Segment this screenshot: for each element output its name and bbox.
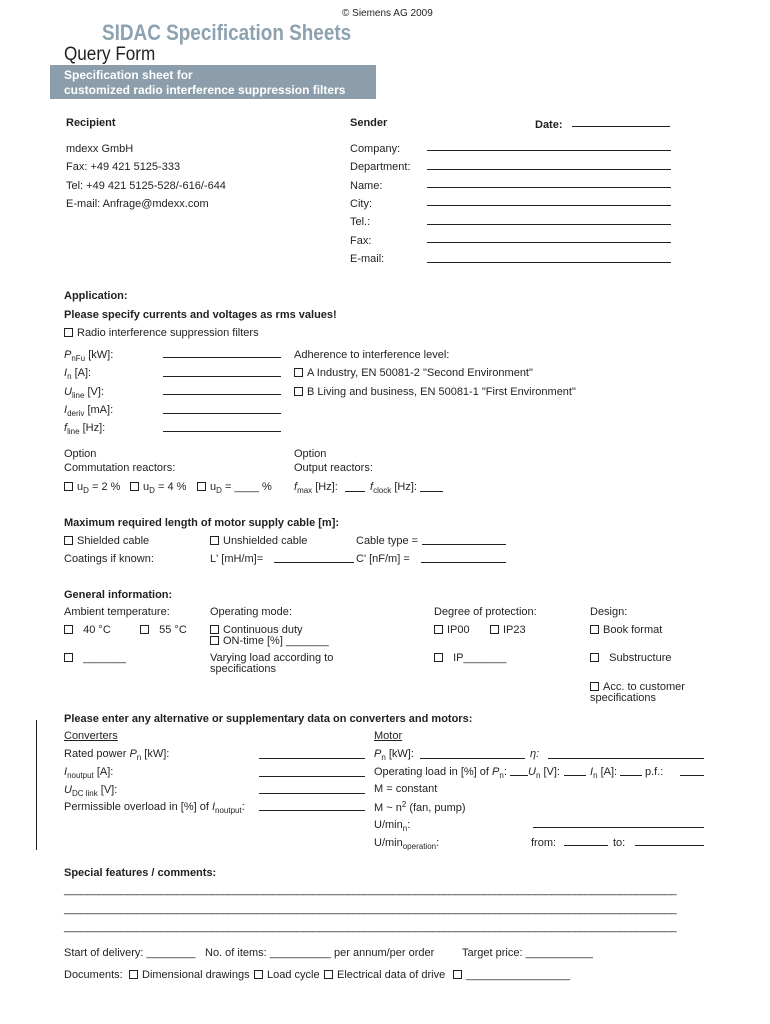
alt-heading: Please enter any alternative or supplementary data on converters and motors:	[64, 713, 473, 725]
adherence-living-checkbox[interactable]: B Living and business, EN 50081-1 "First Environment"	[294, 386, 576, 398]
coatings-label: Coatings if known:	[64, 553, 154, 565]
opload-label: Operating load in [%] of $P_n$:	[374, 766, 507, 780]
checkbox-icon	[64, 625, 73, 634]
recipient-heading: Recipient	[66, 117, 116, 129]
margin-bar	[36, 720, 37, 850]
to-label: to:	[613, 837, 626, 849]
items-field[interactable]: No. of items: __________ per annum/per order	[205, 947, 435, 959]
mode-label: Operating mode:	[210, 606, 292, 618]
ip23-checkbox[interactable]: IP23	[490, 624, 526, 636]
inoutput-label: $I_{noutput}$ [A]:	[64, 766, 114, 780]
option-commutation-title: Option	[64, 448, 97, 460]
start-delivery-field[interactable]: Start of delivery: ________	[64, 947, 196, 959]
dimensional-drawings-checkbox[interactable]: Dimensional drawings	[129, 969, 250, 981]
sender-email-label: E-mail:	[350, 253, 385, 265]
checkbox-icon	[294, 368, 303, 377]
in-field[interactable]	[620, 775, 642, 776]
ip-custom-checkbox[interactable]: IP_______	[434, 652, 506, 664]
converters-label: Converters	[64, 730, 118, 742]
param-uline-label: $U_{line}$ [V]:	[64, 386, 104, 400]
banner-line-2: customized radio interference suppression filters	[64, 83, 346, 97]
banner-line-1: Specification sheet for	[64, 68, 193, 82]
lprime-label: L' [mH/m]=	[210, 553, 264, 565]
fclock-label: $f_{clock}$ [Hz]:	[370, 481, 417, 495]
from-field[interactable]	[564, 845, 608, 846]
book-format-checkbox[interactable]: Book format	[590, 624, 662, 636]
checkbox-icon	[294, 387, 303, 396]
from-label: from:	[531, 837, 557, 849]
umin-n-field[interactable]	[533, 827, 704, 828]
form-banner	[50, 65, 376, 99]
param-pnfu-label: $P_{nFu}$ [kW]:	[64, 349, 114, 363]
page-title: SIDAC Specification Sheets	[102, 20, 352, 45]
cable-heading: Maximum required length of motor supply cable [m]:	[64, 517, 340, 529]
checkbox-icon	[210, 536, 219, 545]
date-label: Date:	[535, 119, 563, 131]
documents-label: Documents:	[64, 969, 123, 981]
comment-line-2[interactable]: ____________________________________________________________________________________________________________	[64, 903, 677, 915]
overload-field[interactable]	[259, 810, 365, 811]
to-field[interactable]	[635, 845, 704, 846]
unshielded-cable-checkbox[interactable]: Unshielded cable	[210, 535, 307, 547]
application-heading: Application:	[64, 290, 128, 302]
copyright-notice: © Siemens AG 2009	[342, 8, 433, 19]
udclink-label: $U_{DC link}$ [V]:	[64, 784, 118, 798]
in-label: $I_n$ [A]:	[590, 766, 618, 780]
recipient-company: mdexx GmbH	[66, 143, 134, 155]
checkbox-icon	[434, 653, 443, 662]
un-field[interactable]	[564, 775, 586, 776]
load-cycle-checkbox[interactable]: Load cycle	[254, 969, 320, 981]
other-document-checkbox[interactable]: _________________	[453, 969, 570, 981]
ud-2-checkbox[interactable]: $u_D = 2$ %	[64, 481, 120, 495]
eta-label: η:	[530, 748, 540, 760]
cprime-field[interactable]	[421, 562, 506, 563]
ambient-label: Ambient temperature:	[64, 606, 170, 618]
cable-type-field[interactable]	[422, 544, 506, 545]
comment-line-1[interactable]: ____________________________________________________________________________________________________________	[64, 884, 677, 896]
m-constant-label: M = constant	[374, 783, 438, 795]
substructure-checkbox[interactable]: Substructure	[590, 652, 672, 664]
checkbox-icon	[130, 482, 139, 491]
cprime-label: C' [nF/m] =	[356, 553, 410, 565]
option-output-title: Option	[294, 448, 327, 460]
date-field[interactable]	[572, 126, 670, 127]
rfi-filter-label: Radio interference suppression filters	[77, 327, 259, 339]
checkbox-icon	[210, 636, 219, 645]
sender-fax-field[interactable]	[427, 242, 671, 243]
eta-field[interactable]	[548, 758, 704, 759]
ambient-custom-checkbox[interactable]: _______	[64, 652, 126, 664]
checkbox-icon	[140, 625, 149, 634]
sender-name-label: Name:	[350, 180, 383, 192]
sender-city-label: City:	[350, 198, 372, 210]
fmax-label: $f_{max}$ [Hz]:	[294, 481, 338, 495]
umin-op-label: $U/\min_{operation}$:	[374, 837, 440, 851]
checkbox-icon	[64, 482, 73, 491]
cable-type-label: Cable type =	[356, 535, 419, 547]
rated-power-field[interactable]	[259, 758, 365, 759]
sender-email-field[interactable]	[427, 262, 671, 263]
ud-custom-checkbox[interactable]: $u_D$ = ____ %	[197, 481, 272, 495]
param-in-field[interactable]	[163, 376, 281, 377]
checkbox-icon	[64, 328, 73, 337]
ambient-40-checkbox[interactable]: 40 °C	[64, 624, 111, 636]
checkbox-icon	[590, 682, 599, 691]
checkbox-icon	[590, 653, 599, 662]
checkbox-icon	[64, 536, 73, 545]
recipient-email: E-mail: Anfrage@mdexx.com	[66, 198, 209, 210]
inoutput-field[interactable]	[259, 776, 365, 777]
rated-power-label: Rated power $P_n$ [kW]:	[64, 748, 170, 762]
checkbox-icon	[210, 625, 219, 634]
overload-label: Permissible overload in [%] of $I_{noutput}$:	[64, 801, 245, 815]
param-ideriv-label: $I_{deriv}$ [mA]:	[64, 404, 114, 418]
ambient-55-checkbox[interactable]: 55 °C	[140, 624, 187, 636]
shielded-cable-checkbox[interactable]: Shielded cable	[64, 535, 149, 547]
checkbox-icon	[434, 625, 443, 634]
general-heading: General information:	[64, 589, 173, 601]
pf-label: p.f.:	[645, 766, 664, 778]
rfi-filter-checkbox[interactable]	[64, 327, 259, 339]
m-n2-label: M ~ $n^2$ (fan, pump)	[374, 800, 466, 814]
recipient-fax: Fax: +49 421 5125-333	[66, 161, 181, 173]
sender-tel-field[interactable]	[427, 224, 671, 225]
checkbox-icon	[197, 482, 206, 491]
sender-tel-label: Tel.:	[350, 216, 371, 228]
motor-pn-label: $P_n$ [kW]:	[374, 748, 414, 762]
fclock-field[interactable]	[420, 491, 443, 492]
adherence-industry-checkbox[interactable]: A Industry, EN 50081-2 "Second Environment"	[294, 367, 533, 379]
sender-company-field[interactable]	[427, 150, 671, 151]
udclink-field[interactable]	[259, 793, 365, 794]
checkbox-icon	[453, 970, 462, 979]
checkbox-icon	[590, 625, 599, 634]
param-ideriv-field[interactable]	[163, 413, 281, 414]
acc-customer-label-2: specifications	[590, 692, 657, 704]
varying-load-label-1: Varying load according to	[210, 652, 334, 664]
motor-pn-field[interactable]	[420, 758, 525, 759]
checkbox-icon	[129, 970, 138, 979]
recipient-tel: Tel: +49 421 5125-528/-616/-644	[66, 180, 226, 192]
motor-label: Motor	[374, 730, 403, 742]
comment-line-3[interactable]: ____________________________________________________________________________________________________________	[64, 921, 677, 933]
checkbox-icon	[324, 970, 333, 979]
ip00-checkbox[interactable]: IP00	[434, 624, 470, 636]
acc-customer-checkbox[interactable]: Acc. to customer	[590, 681, 685, 693]
sender-heading: Sender	[350, 117, 388, 129]
rms-note: Please specify currents and voltages as rms values!	[64, 309, 337, 321]
sender-city-field[interactable]	[427, 205, 671, 206]
varying-load-label-2: specifications	[210, 663, 277, 675]
checkbox-icon	[490, 625, 499, 634]
target-price-field[interactable]: Target price: ___________	[462, 947, 593, 959]
protection-label: Degree of protection:	[434, 606, 537, 618]
checkbox-icon	[64, 653, 73, 662]
param-fline-field[interactable]	[163, 431, 281, 432]
sender-department-field[interactable]	[427, 169, 671, 170]
umin-n-label: $U/\min_n$:	[374, 819, 411, 833]
un-label: $U_n$ [V]:	[528, 766, 560, 780]
design-label: Design:	[590, 606, 628, 618]
fmax-field[interactable]	[345, 491, 365, 492]
electrical-data-checkbox[interactable]: Electrical data of drive	[324, 969, 445, 981]
param-in-label: $I_n$ [A]:	[64, 367, 92, 381]
on-time-checkbox[interactable]: ON-time [%] _______	[210, 635, 329, 647]
option-commutation-label: Commutation reactors:	[64, 462, 176, 474]
param-fline-label: $f_{line}$ [Hz]:	[64, 422, 106, 436]
adherence-label: Adherence to interference level:	[294, 349, 450, 361]
lprime-field[interactable]	[274, 562, 354, 563]
continuous-duty-checkbox[interactable]: Continuous duty	[210, 624, 303, 636]
sender-fax-label: Fax:	[350, 235, 372, 247]
page-subtitle: Query Form	[64, 44, 156, 65]
special-heading: Special features / comments:	[64, 867, 217, 879]
param-pnfu-field[interactable]	[163, 357, 281, 358]
param-uline-field[interactable]	[163, 394, 281, 395]
sender-department-label: Department:	[350, 161, 411, 173]
opload-field[interactable]	[510, 775, 528, 776]
option-output-label: Output reactors:	[294, 462, 373, 474]
sender-company-label: Company:	[350, 143, 401, 155]
sender-name-field[interactable]	[427, 187, 671, 188]
checkbox-icon	[254, 970, 263, 979]
ud-4-checkbox[interactable]: $u_D = 4$ %	[130, 481, 186, 495]
pf-field[interactable]	[680, 775, 704, 776]
